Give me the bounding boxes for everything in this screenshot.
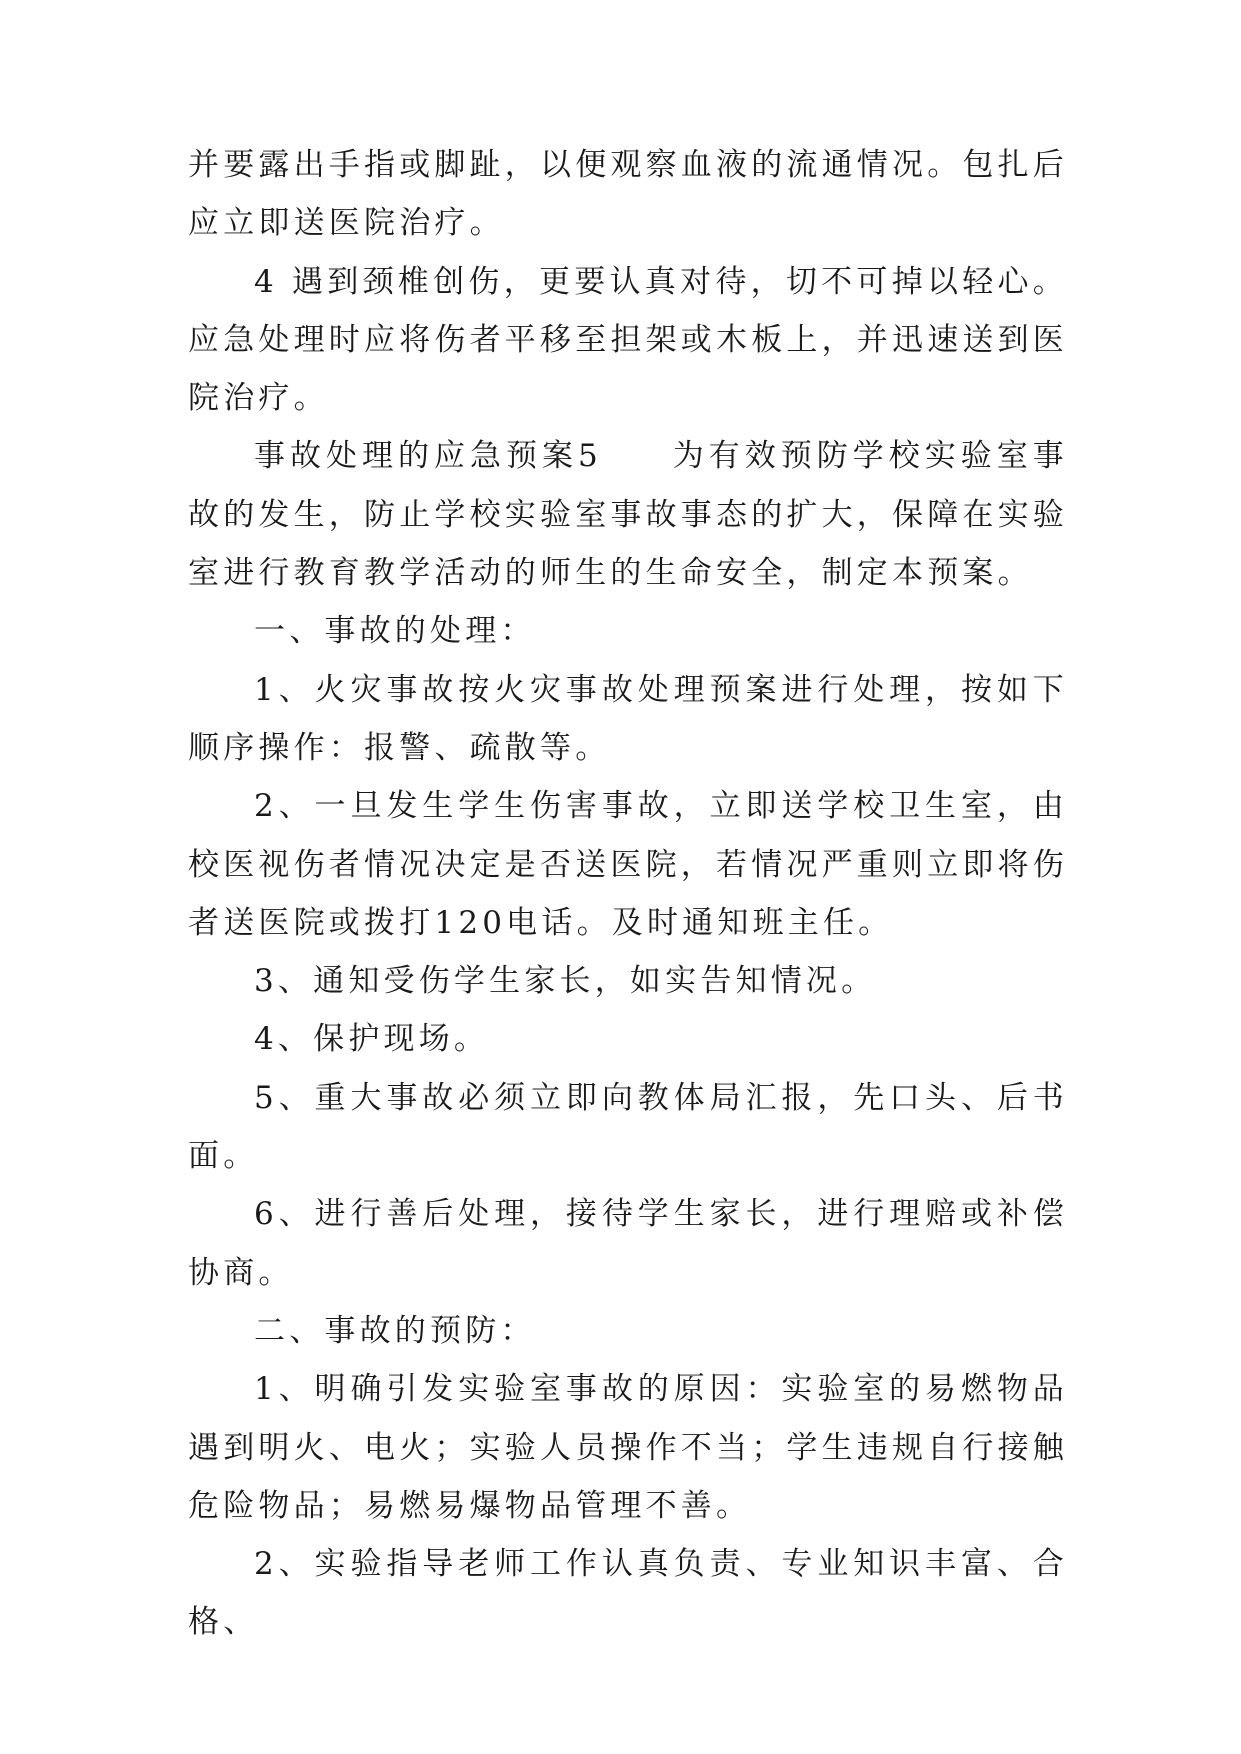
plan-intro-text: 为有效预防学校实验室事故的发生，防止学校实验室事故事态的扩大，保障在实验室进行教育教学活动的师生的生命安全，制定本预案。 <box>188 438 1068 592</box>
handling-item-2: 2、一旦发生学生伤害事故，立即送学校卫生室，由校医视伤者情况决定是否送医院，若情况严重则立即将伤者送医院或拨打120电话。及时通知班主任。 <box>188 788 1068 941</box>
paragraph-bandage-continuation: 并要露出手指或脚趾，以便观察血液的流通情况。包扎后应立即送医院治疗。 <box>188 147 1068 242</box>
prevention-item-2: 2、实验指导老师工作认真负责、专业知识丰富、合格、 <box>188 1546 1068 1641</box>
prevention-item-1: 1、明确引发实验室事故的原因：实验室的易燃物品遇到明火、电火；实验人员操作不当；学生违规自行接触危险物品；易燃易爆物品管理不善。 <box>188 1371 1068 1524</box>
handling-item-4: 4、保护现场。 <box>254 1021 490 1058</box>
paragraph-cervical-injury: 4 遇到颈椎创伤，更要认真对待，切不可掉以轻心。应急处理时应将伤者平移至担架或木板上，并迅速送到医院治疗。 <box>188 263 1068 417</box>
handling-item-6: 6、进行善后处理，接待学生家长，进行理赔或补偿协商。 <box>188 1196 1068 1291</box>
paragraph-plan-intro <box>188 427 1068 602</box>
document-body <box>188 136 1068 1652</box>
section-heading-handling: 一、事故的处理： <box>254 613 536 650</box>
handling-item-5: 5、重大事故必须立即向教体局汇报，先口头、后书面。 <box>188 1079 1068 1175</box>
plan-heading: 事故处理的应急预案5 <box>254 438 602 475</box>
section-heading-prevention: 二、事故的预防： <box>254 1312 536 1349</box>
handling-item-1: 1、火灾事故按火灾事故处理预案进行处理，按如下顺序操作：报警、疏散等。 <box>188 671 1068 766</box>
handling-item-3: 3、通知受伤学生家长，如实告知情况。 <box>254 963 877 1000</box>
